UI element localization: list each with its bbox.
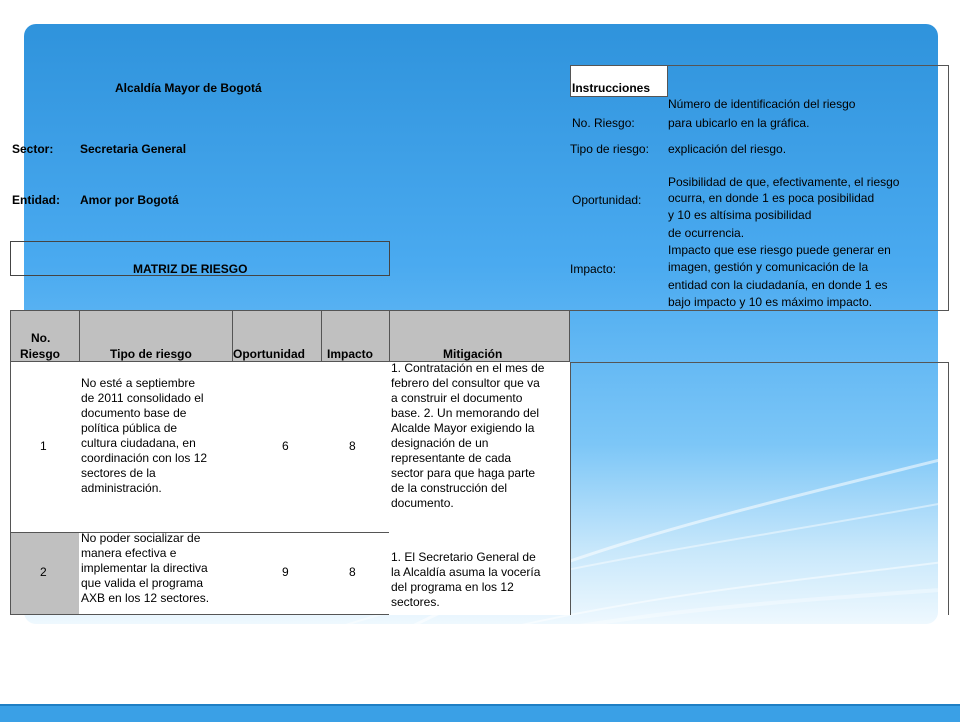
row1-tipo: No esté a septiembre de 2011 consolidado el documento base de política pública de cultura ciudadana, en coordinación con los 12 sectores de la administración. bbox=[81, 376, 208, 495]
row2-mitigacion: 1. El Secretario General de la Alcaldía asuma la vocería del programa en los 12 sectores. bbox=[391, 550, 541, 609]
row1-no: 1 bbox=[40, 439, 47, 453]
row1-impacto: 8 bbox=[349, 439, 356, 453]
sector-label: Sector: bbox=[12, 142, 54, 156]
header-tipo: Tipo de riesgo bbox=[110, 347, 192, 361]
instr-no-text-1: Número de identificación del riesgo bbox=[668, 97, 856, 111]
row2-impacto: 8 bbox=[349, 565, 356, 579]
instr-tipo-label: Tipo de riesgo: bbox=[570, 142, 649, 156]
instr-impacto-text-2: imagen, gestión y comunicación de la bbox=[668, 260, 869, 274]
instr-impacto-text-3: entidad con la ciudadanía, en donde 1 es bbox=[668, 278, 888, 292]
header-oportunidad: Oportunidad bbox=[233, 347, 305, 361]
matrix-title: MATRIZ DE RIESGO bbox=[133, 262, 248, 276]
footer-bar bbox=[0, 704, 960, 722]
instr-impacto-text-1: Impacto que ese riesgo puede generar en bbox=[668, 243, 891, 257]
instr-no-text-2: para ubicarlo en la gráfica. bbox=[668, 116, 810, 130]
instr-impacto-label: Impacto: bbox=[570, 262, 617, 276]
header-mitigacion: Mitigación bbox=[443, 347, 503, 361]
instr-tipo-text: explicación del riesgo. bbox=[668, 142, 787, 156]
instr-oport-text-2: ocurra, en donde 1 es poca posibilidad bbox=[668, 191, 875, 205]
instructions-title: Instrucciones bbox=[572, 81, 651, 95]
header-no-1: No. bbox=[31, 331, 51, 345]
header-no-2: Riesgo bbox=[20, 347, 61, 361]
header-impacto: Impacto bbox=[327, 347, 374, 361]
instr-oport-label: Oportunidad: bbox=[572, 193, 642, 207]
instr-oport-text-1: Posibilidad de que, efectivamente, el riesgo bbox=[668, 175, 900, 189]
row2-no: 2 bbox=[40, 565, 47, 579]
row1-oportunidad: 6 bbox=[282, 439, 289, 453]
row2-tipo: No poder socializar de manera efectiva e implementar la directiva que valida el programa AXB en los 12 sectores. bbox=[81, 531, 210, 605]
instr-impacto-text-4: bajo impacto y 10 es máximo impacto. bbox=[668, 295, 873, 309]
entity-label: Entidad: bbox=[12, 193, 60, 207]
sector-value: Secretaria General bbox=[80, 142, 187, 156]
instr-oport-text-3: y 10 es altísima posibilidad bbox=[668, 208, 812, 222]
instr-oport-text-4: de ocurrencia. bbox=[668, 226, 745, 240]
instr-no-label: No. Riesgo: bbox=[572, 116, 635, 130]
row2-oportunidad: 9 bbox=[282, 565, 289, 579]
entity-value: Amor por Bogotá bbox=[80, 193, 179, 207]
row1-mitigacion: 1. Contratación en el mes de febrero del consultor que va a construir el documento base. 2. Un memorando del Alcalde Mayor exigiendo la designación de un representante de cada sector para que haga parte de la construcción del documento. bbox=[391, 361, 545, 510]
org-title: Alcaldía Mayor de Bogotá bbox=[115, 81, 262, 95]
